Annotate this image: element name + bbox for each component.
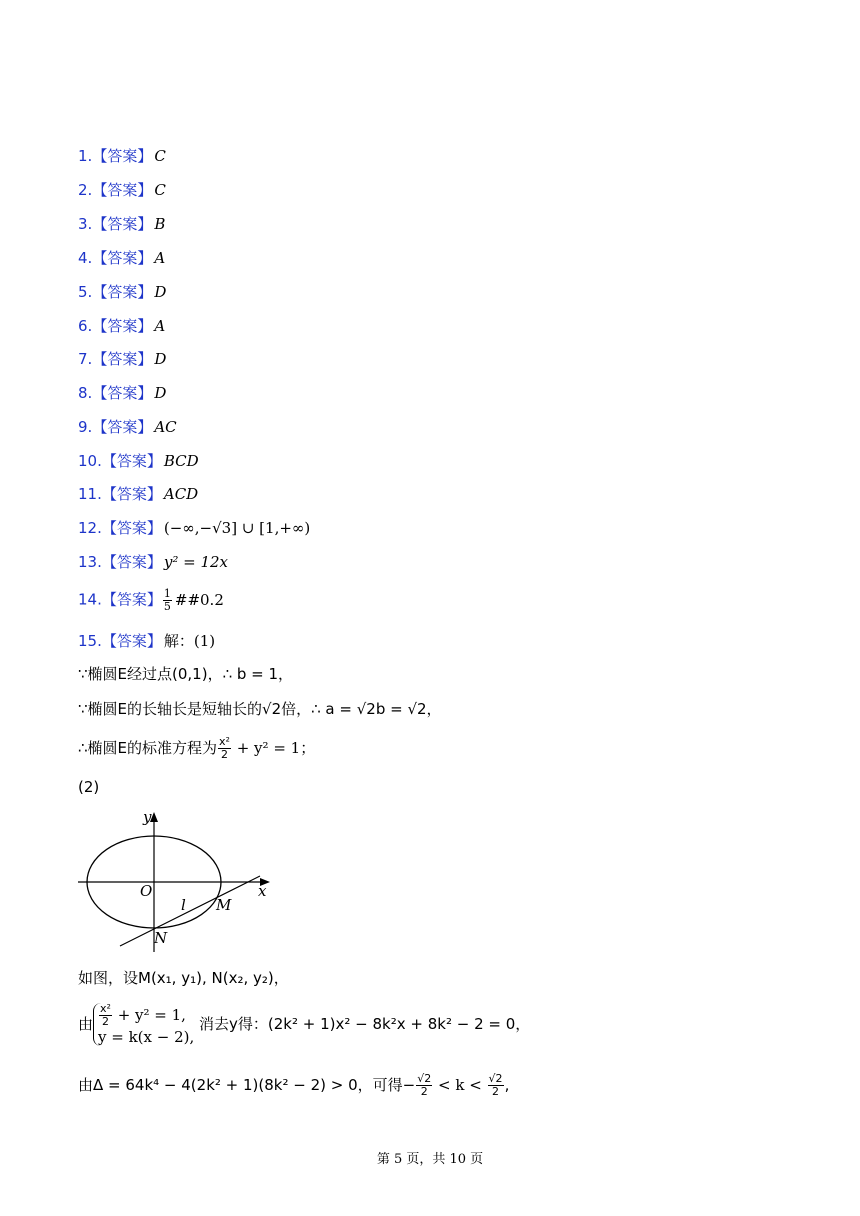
answer-15 [78, 631, 215, 651]
answer-value: D [154, 384, 167, 402]
answer-value: y² = 12x [163, 553, 229, 571]
answer-tag: 【答案】 [92, 317, 153, 335]
answer-8 [78, 383, 166, 403]
answer-number: 9. [78, 418, 93, 436]
answer-value: ACD [163, 485, 199, 503]
fraction [488, 1073, 504, 1098]
answer-tag: 【答案】 [92, 384, 153, 402]
fraction-numerator: √2 [417, 1072, 432, 1085]
solution-line-5 [78, 1003, 530, 1046]
answer-value: D [154, 283, 167, 301]
fraction [416, 1073, 432, 1098]
fraction-numerator: √2 [488, 1072, 503, 1085]
fraction [163, 588, 172, 613]
answer-tag: 【答案】 [92, 147, 153, 165]
answer-number: 6. [78, 317, 93, 335]
fraction-denominator: 2 [420, 1085, 428, 1098]
answer-tag: 【答案】 [101, 519, 162, 537]
solution-line-6-mid: < k < [433, 1076, 487, 1094]
solution-line-5-pre: 由 [78, 1015, 94, 1033]
system-eq-2: y = k(x − 2), [98, 1028, 195, 1046]
answer-number: 2. [78, 181, 93, 199]
system-eq-1-rest: + y² = 1, [112, 1006, 186, 1024]
answer-value: A [154, 317, 166, 335]
fraction [218, 736, 231, 761]
answer-number: 11. [78, 485, 102, 503]
answer-tag: 【答案】 [92, 418, 153, 436]
fraction-denominator: 2 [492, 1085, 500, 1098]
fraction-denominator: 2 [101, 1015, 109, 1028]
answer-9 [78, 417, 177, 437]
answer-value: A [154, 249, 166, 267]
answer-tag: 【答案】 [101, 632, 162, 650]
fraction-numerator: 1 [163, 587, 171, 600]
part-2-label: (2) [78, 778, 100, 796]
answer-number: 13. [78, 553, 102, 571]
origin-label: O [140, 882, 153, 900]
answer-tag: 【答案】 [92, 350, 153, 368]
answer-number: 5. [78, 283, 93, 301]
answer-tag: 【答案】 [92, 215, 153, 233]
point-n-label: N [154, 929, 168, 947]
ellipse-figure [76, 806, 276, 954]
answer-5 [78, 282, 166, 302]
fraction [99, 1003, 112, 1028]
answer-6 [78, 316, 165, 336]
point-m-label: M [216, 896, 232, 914]
answer-7 [78, 349, 166, 369]
answer-number: 15. [78, 632, 102, 650]
answer-number: 14. [78, 590, 102, 609]
answer-number: 4. [78, 249, 93, 267]
fraction-denominator: 5 [163, 600, 171, 613]
answer-value: BCD [163, 452, 199, 470]
answer-value: AC [154, 418, 177, 436]
answer-number: 12. [78, 519, 102, 537]
answer-number: 10. [78, 452, 102, 470]
answer-11 [78, 484, 198, 504]
solution-line-6-post: , [504, 1076, 510, 1094]
solution-line-3-pre: ∴椭圆E的标准方程为 [78, 739, 218, 757]
answer-tag: 【答案】 [92, 283, 153, 301]
answer-tag: 【答案】 [101, 590, 162, 609]
answer-tag: 【答案】 [101, 553, 162, 571]
answer-number: 1. [78, 147, 93, 165]
answer-3 [78, 214, 165, 234]
fraction-denominator: 2 [220, 748, 228, 761]
answer-value: (−∞,−√3] ∪ [1,+∞) [163, 519, 311, 537]
answer-2 [78, 180, 166, 200]
fraction-numerator: x² [219, 735, 230, 748]
answer-value: 解：(1) [163, 632, 216, 650]
solution-line-3 [78, 736, 315, 761]
answer-10 [78, 451, 199, 471]
answer-number: 7. [78, 350, 93, 368]
solution-line-6-pre: 由Δ = 64k⁴ − 4(2k² + 1)(8k² − 2) > 0，可得− [78, 1076, 416, 1094]
page-footer: 第 5 页，共 10 页 [376, 1152, 484, 1167]
solution-line-4: 如图，设M(x₁, y₁), N(x₂, y₂)， [78, 969, 289, 987]
answer-tag: 【答案】 [92, 249, 153, 267]
answer-value: D [154, 350, 167, 368]
answer-1 [78, 146, 166, 166]
answer-tag: 【答案】 [101, 485, 162, 503]
y-label: y [143, 808, 152, 826]
answer-tag: 【答案】 [101, 452, 162, 470]
solution-line-5-post: 消去y得：(2k² + 1)x² − 8k²x + 8k² − 2 = 0， [194, 1015, 531, 1033]
answer-12 [78, 518, 310, 538]
system-eq-1 [98, 1003, 194, 1028]
solution-line-6 [78, 1073, 509, 1098]
answer-value: B [154, 215, 166, 233]
answer-14 [78, 588, 224, 613]
fraction-numerator: x² [100, 1002, 111, 1015]
answer-value: C [154, 147, 166, 165]
answer-13 [78, 552, 228, 572]
solution-line-3-post: + y² = 1； [231, 739, 316, 757]
answer-value: ##0.2 [174, 590, 224, 609]
answer-4 [78, 248, 165, 268]
solution-line-2: ∵椭圆E的长轴长是短轴长的√2倍，∴ a = √2b = √2， [78, 700, 442, 718]
answer-number: 8. [78, 384, 93, 402]
answer-number: 3. [78, 215, 93, 233]
x-label: x [258, 882, 267, 900]
solution-line-1: ∵椭圆E经过点(0,1)，∴ b = 1， [78, 665, 294, 683]
answer-tag: 【答案】 [92, 181, 153, 199]
answer-value: C [154, 181, 166, 199]
line-l-label: l [181, 896, 186, 914]
equation-system [93, 1003, 194, 1046]
